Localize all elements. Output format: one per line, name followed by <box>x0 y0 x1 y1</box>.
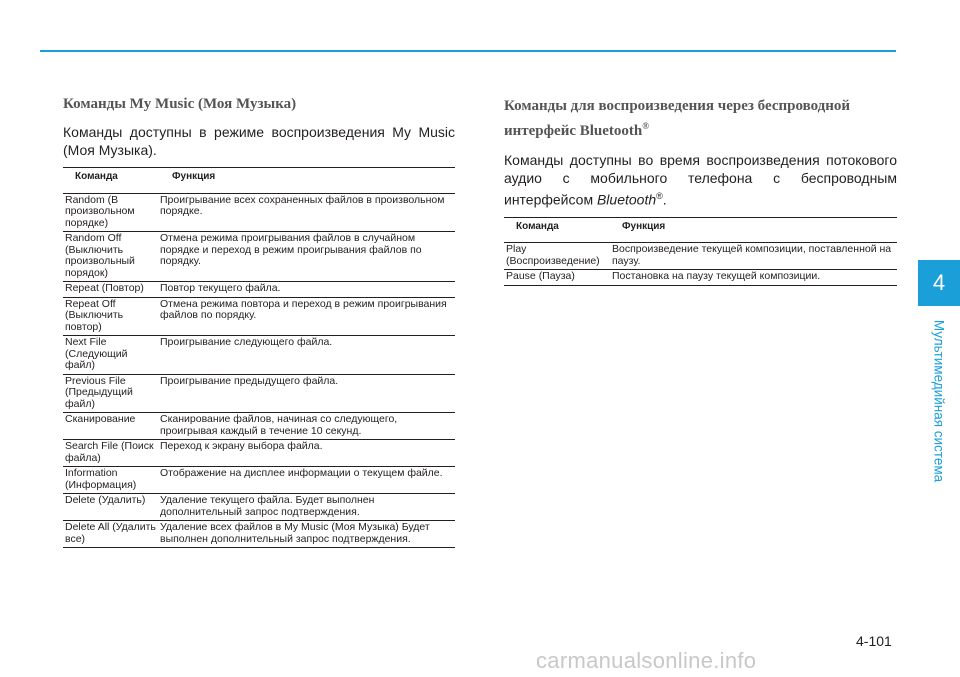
command-cell: Delete (Удалить) <box>63 494 160 521</box>
table-row <box>63 193 455 232</box>
command-cell: Search File (Поиск файла) <box>63 440 160 467</box>
left-column <box>63 96 455 548</box>
top-rule <box>40 50 896 52</box>
function-cell: Постановка на паузу текущей композиции. <box>610 270 897 286</box>
section-title-bluetooth <box>504 96 897 141</box>
table-row <box>63 521 455 548</box>
section-intro-bluetooth <box>504 151 897 209</box>
function-cell: Отображение на дисплее информации о текущем файле. <box>160 467 455 494</box>
command-cell: Repeat (Повтор) <box>63 282 160 298</box>
command-cell: Сканирование <box>63 413 160 440</box>
table-row <box>63 440 455 467</box>
table-row <box>63 336 455 375</box>
table-row <box>63 374 455 413</box>
command-cell: Previous File (Предыдущий файл) <box>63 374 160 413</box>
command-cell: Random (В произвольном порядке) <box>63 193 160 232</box>
table-row <box>63 413 455 440</box>
function-cell: Воспроизведение текущей композиции, поставленной на паузу. <box>610 243 897 270</box>
right-column <box>504 96 897 286</box>
function-cell: Удаление всех файлов в My Music (Моя Музыка) Будет выполнен дополнительный запрос подтверждения. <box>160 521 455 548</box>
table-row <box>63 467 455 494</box>
function-cell: Проигрывание предыдущего файла. <box>160 374 455 413</box>
function-cell: Проигрывание следующего файла. <box>160 336 455 375</box>
command-cell: Random Off (Выключить произвольный порядок) <box>63 232 160 282</box>
table-row <box>504 270 897 286</box>
function-cell: Удаление текущего файла. Будет выполнен дополнительный запрос подтверждения. <box>160 494 455 521</box>
chapter-label: Мультимедийная система <box>931 319 947 483</box>
intro-bluetooth-word: Bluetooth <box>596 191 657 208</box>
intro-text: Команды доступны во время воспроизведения потокового аудио с мобильного телефона с беспроводным интерфейсом <box>504 152 897 208</box>
section-title-my-music: Команды My Music (Моя Музыка) <box>63 96 297 112</box>
registered-mark: ® <box>642 121 649 131</box>
header-command: Команда <box>63 168 160 194</box>
chapter-tab <box>918 260 960 306</box>
table-row <box>63 494 455 521</box>
function-cell: Сканирование файлов, начиная со следующего, проигрывая каждый в течение 10 секунд. <box>160 413 455 440</box>
table-row <box>63 297 455 336</box>
header-function: Функция <box>610 217 897 243</box>
chapter-label-container <box>918 306 960 496</box>
command-cell: Information (Информация) <box>63 467 160 494</box>
table-row <box>63 282 455 298</box>
command-cell: Pause (Пауза) <box>504 270 610 286</box>
intro-end: . <box>662 191 667 208</box>
function-cell: Проигрывание всех сохраненных файлов в произвольном порядке. <box>160 193 455 232</box>
command-cell: Repeat Off (Выключить повтор) <box>63 297 160 336</box>
command-cell: Delete All (Удалить все) <box>63 521 160 548</box>
header-command: Команда <box>504 217 610 243</box>
table-row <box>63 232 455 282</box>
header-function: Функция <box>160 168 455 194</box>
chapter-number: 4 <box>932 270 946 295</box>
bluetooth-commands-table <box>504 217 897 286</box>
command-cell: Next File (Следующий файл) <box>63 336 160 375</box>
watermark: carmanualsonline.info <box>536 648 757 673</box>
function-cell: Повтор текущего файла. <box>160 282 455 298</box>
section-title-line2: интерфейс Bluetooth <box>504 123 643 139</box>
command-cell: Play (Воспроизведение) <box>504 243 610 270</box>
function-cell: Отмена режима проигрывания файлов в случайном порядке и переход в режим проигрывания файлов по порядку. <box>160 232 455 282</box>
my-music-commands-table <box>63 167 455 548</box>
function-cell: Переход к экрану выбора файла. <box>160 440 455 467</box>
section-intro-my-music: Команды доступны в режиме воспроизведения My Music (Моя Музыка). <box>63 124 455 158</box>
function-cell: Отмена режима повтора и переход в режим проигрывания файлов по порядку. <box>160 297 455 336</box>
page-number: 4-101 <box>856 633 892 649</box>
section-title-line1: Команды для воспроизведения через беспроводной <box>504 98 851 114</box>
table-row <box>504 243 897 270</box>
intro-registered-mark: ® <box>656 191 663 201</box>
